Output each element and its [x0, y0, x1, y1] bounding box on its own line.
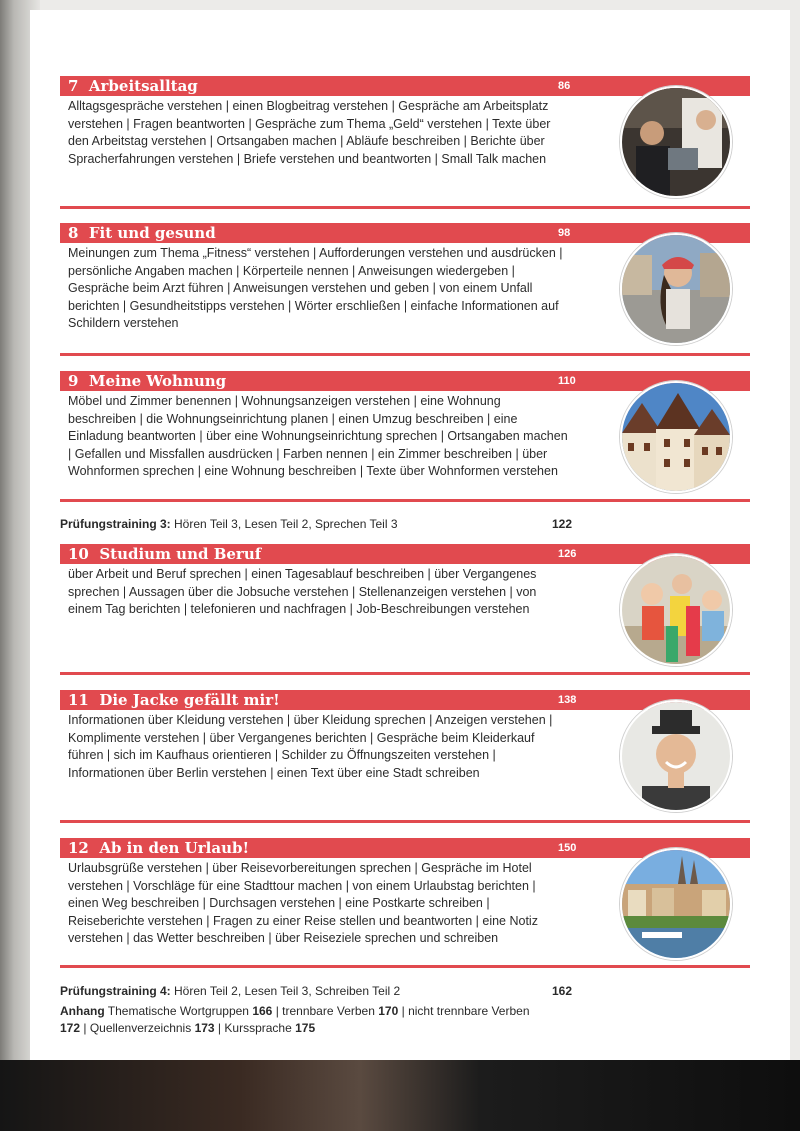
chapter-divider [60, 353, 750, 356]
chapter-title: 8 Fit und gesund [68, 224, 216, 242]
chapter-divider [60, 965, 750, 968]
chapter-divider [60, 206, 750, 209]
chapter-title: 9 Meine Wohnung [68, 372, 227, 390]
exam-training-4 [60, 983, 750, 999]
chapter-11 [60, 690, 750, 825]
appendix-item-page: 170 [378, 1004, 399, 1018]
appendix-item: Kurssprache [224, 1021, 292, 1035]
appendix-item: Quellenverzeichnis [89, 1021, 192, 1035]
chapter-9 [60, 371, 750, 506]
chapter-description: Informationen über Kleidung verstehen | über Kleidung sprechen | Anzeigen verstehen | Komplimente verstehen | über Vergangenes berichten | Gespräche beim Kleiderkauf führen | sich im Kaufhaus orientieren | Schilder zu Öffnungszeiten verstehen | Informationen über Berlin verstehen | einen Text über eine Stadt schreiben [68, 713, 553, 780]
appendix-item: nicht trennbare Verben [408, 1004, 530, 1018]
chapter-title: 7 Arbeitsalltag [68, 77, 198, 95]
chapter-page-number: 150 [558, 842, 577, 854]
training-label: Prüfungstraining 3: [60, 517, 171, 531]
appendix-item-page: 172 [60, 1021, 81, 1035]
scan-bottom-edge [0, 1060, 800, 1131]
exam-training-3 [60, 516, 750, 532]
chapter-divider [60, 820, 750, 823]
photo-children [620, 554, 732, 666]
chapter-title: 12 Ab in den Urlaub! [68, 839, 250, 857]
appendix-label: Anhang [60, 1004, 105, 1018]
appendix: Anhang Thematische Wortgruppen 166 | trennbare Verben 170 | nicht trennbare Verben 172 | Quellenverzeichnis 173 | Kurssprache 175 [60, 1004, 530, 1035]
chapter-10 [60, 544, 750, 679]
appendix-item: Thematische Wortgruppen [107, 1004, 249, 1018]
photo-riverside-town [620, 848, 732, 960]
chapter-8 [60, 223, 750, 358]
chapter-page-number: 110 [558, 375, 576, 387]
appendix-item-page: 166 [252, 1004, 273, 1018]
training-page-number: 162 [552, 984, 573, 998]
chapter-description: Alltagsgespräche verstehen | einen Blogbeitrag verstehen | Gespräche am Arbeitsplatz verstehen | Fragen beantworten | Gespräche zum Thema „Geld“ verstehen | Texte über den Arbeitstag verstehen | Ortsangaben machen | Abläufe beschreiben | Berichte über Spracherfahrungen verstehen | Briefe verstehen und beantworten | Small Talk machen [68, 99, 551, 166]
training-label: Prüfungstraining 4: [60, 984, 171, 998]
chapter-7 [60, 76, 750, 211]
chapter-description: Meinungen zum Thema „Fitness“ verstehen | Aufforderungen verstehen und ausdrücken | persönliche Angaben machen | Körperteile nennen | Anweisungen wiedergeben | Gespräche beim Arzt führen | Anweisungen verstehen und geben | von einem Unfall berichten | Gesundheitstipps verstehen | Wörter erschließen | einfache Informationen auf Schildern verstehen [68, 246, 563, 330]
appendix-item: trennbare Verben [282, 1004, 375, 1018]
chapter-description: Urlaubsgrüße verstehen | über Reisevorbereitungen sprechen | Gespräche im Hotel verstehen | Vorschläge für eine Stadttour machen | von einem Urlaubstag berichten | einen Weg beschreiben | Durchsagen verstehen | eine Postkarte schreiben | Reiseberichte verstehen | Fragen zu einer Reise stellen und beantworten | eine Notiz verstehen | das Wetter beschreiben | über Reiseziele sprechen und schreiben [68, 861, 538, 945]
chapter-page-number: 98 [558, 227, 571, 239]
training-text: Hören Teil 3, Lesen Teil 2, Sprechen Teil 3 [174, 517, 398, 531]
appendix-item-page: 173 [194, 1021, 215, 1035]
chapter-page-number: 138 [558, 694, 577, 706]
chapter-divider [60, 499, 750, 502]
training-text: Hören Teil 2, Lesen Teil 3, Schreiben Teil 2 [174, 984, 401, 998]
chapter-12 [60, 838, 750, 973]
photo-man-hat [620, 700, 732, 812]
photo-cyclist [620, 233, 732, 345]
chapter-divider [60, 672, 750, 675]
photo-houses [620, 381, 732, 493]
training-page-number: 122 [552, 517, 573, 531]
chapter-page-number: 86 [558, 80, 571, 92]
chapter-description: über Arbeit und Beruf sprechen | einen Tagesablauf beschreiben | über Vergangenes sprechen | Aussagen über die Jobsuche verstehen | Stellenanzeigen verstehen | von einem Tag berichten | telefonieren und nachfragen | Job-Beschreibungen verstehen [68, 567, 537, 616]
photo-office [620, 86, 732, 198]
chapter-description: Möbel und Zimmer benennen | Wohnungsanzeigen verstehen | eine Wohnung beschreiben | die Wohnungseinrichtung planen | einen Umzug beschreiben | eine Einladung beantworten | über eine Wohnungseinrichtung sprechen | Ortsangaben machen | Gefallen und Missfallen ausdrücken | Farben nennen | ein Zimmer beschreiben | über Wohnformen sprechen | eine Wohnung beschreiben | Texte über Wohnformen verstehen [68, 394, 568, 478]
chapter-title: 11 Die Jacke gefällt mir! [68, 691, 280, 709]
chapter-page-number: 126 [558, 548, 577, 560]
appendix-item-page: 175 [295, 1021, 316, 1035]
chapter-title: 10 Studium und Beruf [68, 545, 262, 563]
